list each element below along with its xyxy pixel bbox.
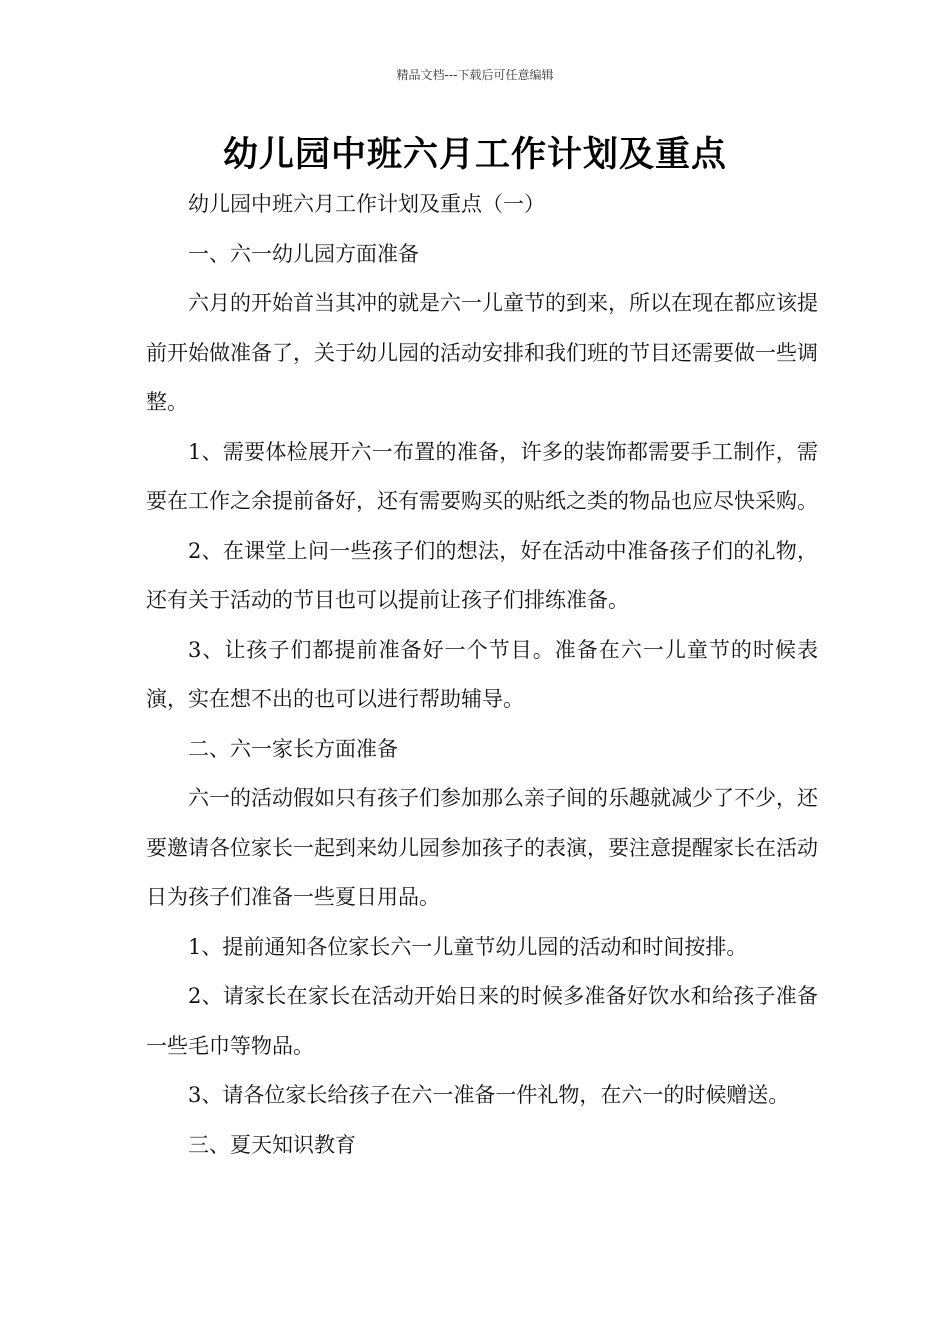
document-title: 幼儿园中班六月工作计划及重点 [222, 135, 727, 175]
subtitle-paragraph: 幼儿园中班六月工作计划及重点（一） [188, 192, 545, 216]
document-body [146, 180, 818, 1170]
list-item: 2、请家长在家长在活动开始日来的时候多准备好饮水和给孩子准备一些毛巾等物品。 [146, 984, 818, 1058]
section-heading: 三、夏天知识教育 [188, 1132, 356, 1157]
section-heading: 一、六一幼儿园方面准备 [188, 241, 419, 266]
header-note: 精品文档---下载后可任意编辑 [396, 68, 554, 82]
list-item: 1、提前通知各位家长六一儿童节幼儿园的活动和时间按排。 [188, 934, 748, 959]
body-paragraph: 六一的活动假如只有孩子们参加那么亲子间的乐趣就减少了不少，还要邀请各位家长一起到来幼儿园参加孩子的表演，要注意提醒家长在活动日为孩子们准备一些夏日用品。 [146, 786, 818, 909]
list-item: 2、在课堂上问一些孩子们的想法，好在活动中准备孩子们的礼物，还有关于活动的节目也可以提前让孩子们排练准备。 [146, 538, 818, 612]
section-heading: 二、六一家长方面准备 [188, 736, 398, 761]
list-item: 3、让孩子们都提前准备好一个节目。准备在六一儿童节的时候表演，实在想不出的也可以进行帮助辅导。 [146, 637, 818, 711]
list-item: 3、请各位家长给孩子在六一准备一件礼物，在六一的时候赠送。 [188, 1083, 790, 1107]
body-paragraph: 六月的开始首当其冲的就是六一儿童节的到来，所以在现在都应该提前开始做准备了，关于幼儿园的活动安排和我们班的节目还需要做一些调整。 [146, 291, 818, 414]
list-item: 1、需要体检展开六一布置的准备，许多的装饰都需要手工制作，需要在工作之余提前备好，还有需要购买的贴纸之类的物品也应尽快采购。 [146, 439, 818, 513]
